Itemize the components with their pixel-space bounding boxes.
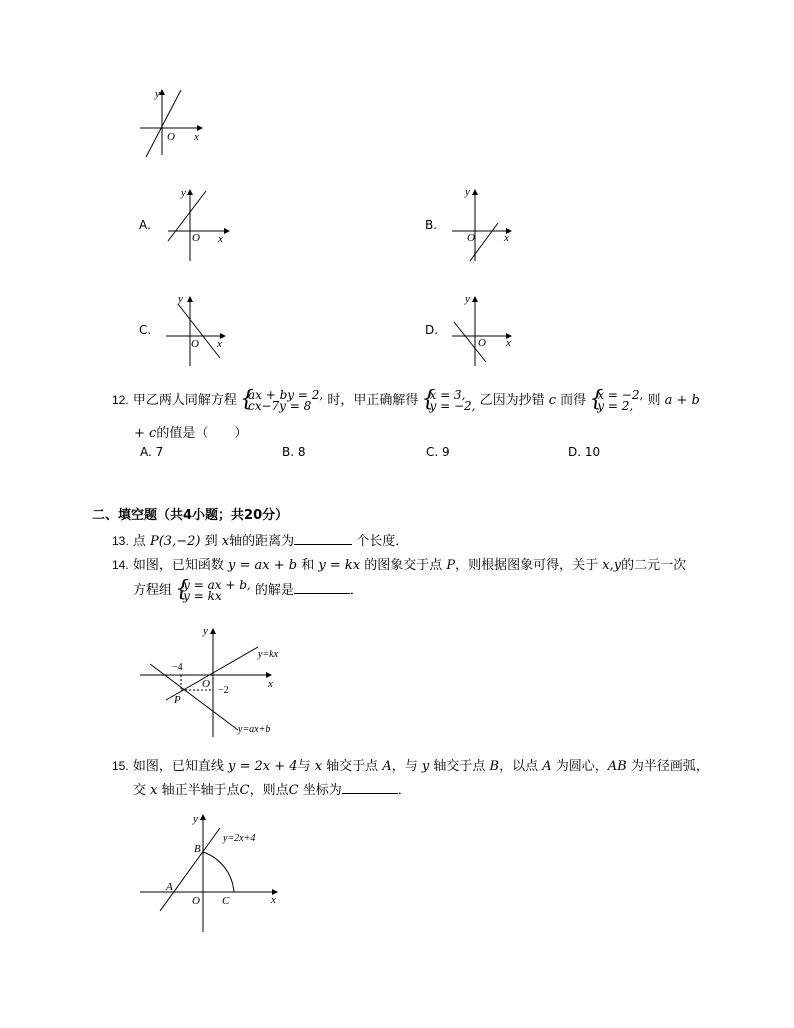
tick-neg2-label: −2	[218, 685, 229, 696]
q13-t2: 到	[204, 534, 218, 549]
y-axis-label: y	[178, 293, 183, 305]
option-value: 10	[584, 445, 601, 459]
q15-a2: A	[542, 759, 552, 774]
q12-sol2b: y = 2,	[597, 398, 634, 413]
x-axis-label: x	[504, 232, 509, 244]
q12-system	[241, 387, 324, 413]
origin-label: O	[192, 895, 200, 907]
q13-t1: 点	[132, 534, 146, 549]
q14-line2	[133, 575, 363, 607]
q13-line	[112, 530, 408, 549]
q12-line2	[134, 422, 247, 441]
q12-sol1a: { x = 3,	[429, 387, 466, 402]
point-b-label: B	[194, 843, 201, 855]
q12-mid3: 而得	[560, 393, 587, 408]
line-axb-label: y=ax+b	[238, 724, 271, 735]
line-kx-label: y=kx	[258, 649, 279, 660]
q13-point: P(3,−2)	[149, 534, 201, 549]
q14-line1	[112, 554, 686, 573]
option-letter: B.	[282, 445, 295, 459]
q15-xa2: x	[150, 783, 158, 798]
y-axis-label: y	[203, 625, 208, 637]
q11-option-b-graph	[448, 183, 528, 263]
option-value: 7	[155, 445, 164, 459]
option-value: 9	[442, 445, 450, 459]
q14-xy: x,y	[602, 558, 622, 573]
q14-t4: ，则根据图象可得，关于	[455, 558, 599, 573]
q11-option-c-label: C.	[139, 323, 152, 337]
q14-t1: 如图，已知函数	[132, 558, 224, 573]
q15-graph	[140, 810, 290, 940]
q13-axis: x	[221, 534, 230, 549]
q15-ab: AB	[607, 759, 627, 774]
q11-option-a-graph	[160, 183, 240, 263]
q11-option-b-label: B.	[425, 218, 438, 232]
q12-eq2: cx−7y = 8	[247, 398, 312, 413]
q12-expr1: a + b	[664, 393, 700, 408]
q15-t6: ，以点	[499, 759, 539, 774]
line-label: y=2x+4	[223, 833, 256, 844]
y-axis-label: y	[181, 187, 186, 199]
x-axis-label: x	[271, 894, 276, 906]
origin-label: O	[191, 338, 199, 350]
q11-option-d-label: D.	[425, 323, 439, 337]
y-axis-label: y	[155, 88, 160, 100]
q12-sol2a: { x = −2,	[597, 387, 644, 402]
q14-answer-blank[interactable]	[294, 582, 350, 594]
option-letter: C.	[426, 445, 439, 459]
q15-t10: 轴正半轴于点	[161, 783, 240, 798]
q15-line2	[133, 779, 411, 798]
q12-solution2	[590, 387, 644, 413]
q12-sol1b: y = −2,	[429, 398, 476, 413]
y-axis-label: y	[193, 813, 198, 825]
x-axis-label: x	[506, 337, 511, 349]
q15-t12: 坐标为	[302, 783, 342, 798]
q15-t1: 如图，已知直线	[132, 759, 224, 774]
q15-f: y = 2x + 4	[227, 759, 298, 774]
q14-t6: 方程组	[133, 583, 173, 598]
q12-line2-end: 的值是（ ）	[156, 426, 248, 441]
q15-number: 15.	[112, 759, 129, 773]
x-axis-label: x	[268, 678, 273, 690]
q14-t3: 的图象交于点	[364, 558, 443, 573]
q13-t3: 轴的距离为	[229, 534, 295, 549]
q12-line1	[112, 384, 700, 416]
q15-xa: x	[314, 759, 323, 774]
q14-number: 14.	[112, 558, 129, 572]
option-letter: A.	[140, 445, 152, 459]
q14-s1: { y = ax + b,	[183, 577, 251, 592]
q12-lead: 甲乙两人同解方程	[132, 393, 237, 408]
q15-t8: 为半径画弧，	[630, 759, 709, 774]
q12-var-c: c	[548, 393, 557, 408]
point-c-label: C	[222, 895, 230, 907]
q15-c: C	[239, 783, 250, 798]
y-axis-label: y	[465, 293, 470, 305]
q14-s2: y = kx	[183, 588, 222, 603]
q11-option-c-graph	[160, 290, 240, 370]
q14-t5: 的二元一次	[621, 558, 687, 573]
q12-option-a	[140, 445, 163, 459]
x-axis-label: x	[217, 338, 222, 350]
point-p-label: P	[174, 694, 181, 706]
q15-ya: y	[421, 759, 430, 774]
q14-t2: 和	[301, 558, 315, 573]
q12-mid1: 时，甲正确解得	[327, 393, 419, 408]
q12-number: 12.	[112, 393, 129, 407]
q15-t11: ，则点	[249, 783, 289, 798]
q12-eq1: { ax + by = 2,	[247, 387, 324, 402]
q15-t13: ．	[397, 783, 411, 798]
origin-label: O	[478, 337, 486, 349]
y-axis-label: y	[465, 186, 470, 198]
origin-label: O	[467, 232, 475, 244]
origin-label: O	[192, 232, 200, 244]
origin-label: O	[202, 678, 210, 690]
q12-option-c	[426, 445, 450, 459]
q13-number: 13.	[112, 534, 129, 548]
q12-tail: 则	[647, 393, 661, 408]
q13-answer-blank[interactable]	[294, 533, 352, 545]
q15-t7: 为圆心，	[555, 759, 608, 774]
q12-mid2: 乙因为抄错	[479, 393, 545, 408]
q14-p: P	[446, 558, 456, 573]
q15-t3: 轴交于点	[326, 759, 379, 774]
q12-option-b	[282, 445, 306, 459]
q15-t5: 轴交于点	[433, 759, 486, 774]
q14-f2: y = kx	[318, 558, 361, 573]
x-axis-label: x	[194, 131, 199, 143]
q14-f1: y = ax + b	[227, 558, 298, 573]
section-2-title: 二、填空题（共4小题；共20分）	[92, 508, 289, 523]
point-a-label: A	[166, 881, 173, 893]
q15-answer-blank[interactable]	[342, 782, 398, 794]
x-axis-label: x	[218, 233, 223, 245]
q14-system	[176, 577, 251, 603]
q15-c2: C	[288, 783, 299, 798]
q14-t7: 的解是	[254, 583, 294, 598]
q15-t9: 交	[133, 783, 147, 798]
option-value: 8	[297, 445, 306, 459]
q14-graph	[140, 622, 290, 742]
q12-expr2: + c	[134, 426, 157, 441]
q13-t4: 个长度．	[356, 534, 409, 549]
q14-t8: ．	[349, 583, 363, 598]
q11-option-a-label: A.	[139, 218, 151, 232]
q15-b: B	[489, 759, 500, 774]
q15-t2: 与	[297, 759, 311, 774]
tick-neg4-label: −4	[172, 662, 183, 673]
q12-option-d	[568, 445, 600, 459]
q15-t4: ，与	[391, 759, 418, 774]
q15-a: A	[382, 759, 392, 774]
origin-label: O	[167, 131, 175, 143]
option-letter: D.	[568, 445, 582, 459]
q11-stem-graph	[135, 85, 215, 165]
q11-option-d-graph	[448, 290, 528, 370]
q12-solution1	[422, 387, 476, 413]
q15-line1	[112, 755, 709, 774]
